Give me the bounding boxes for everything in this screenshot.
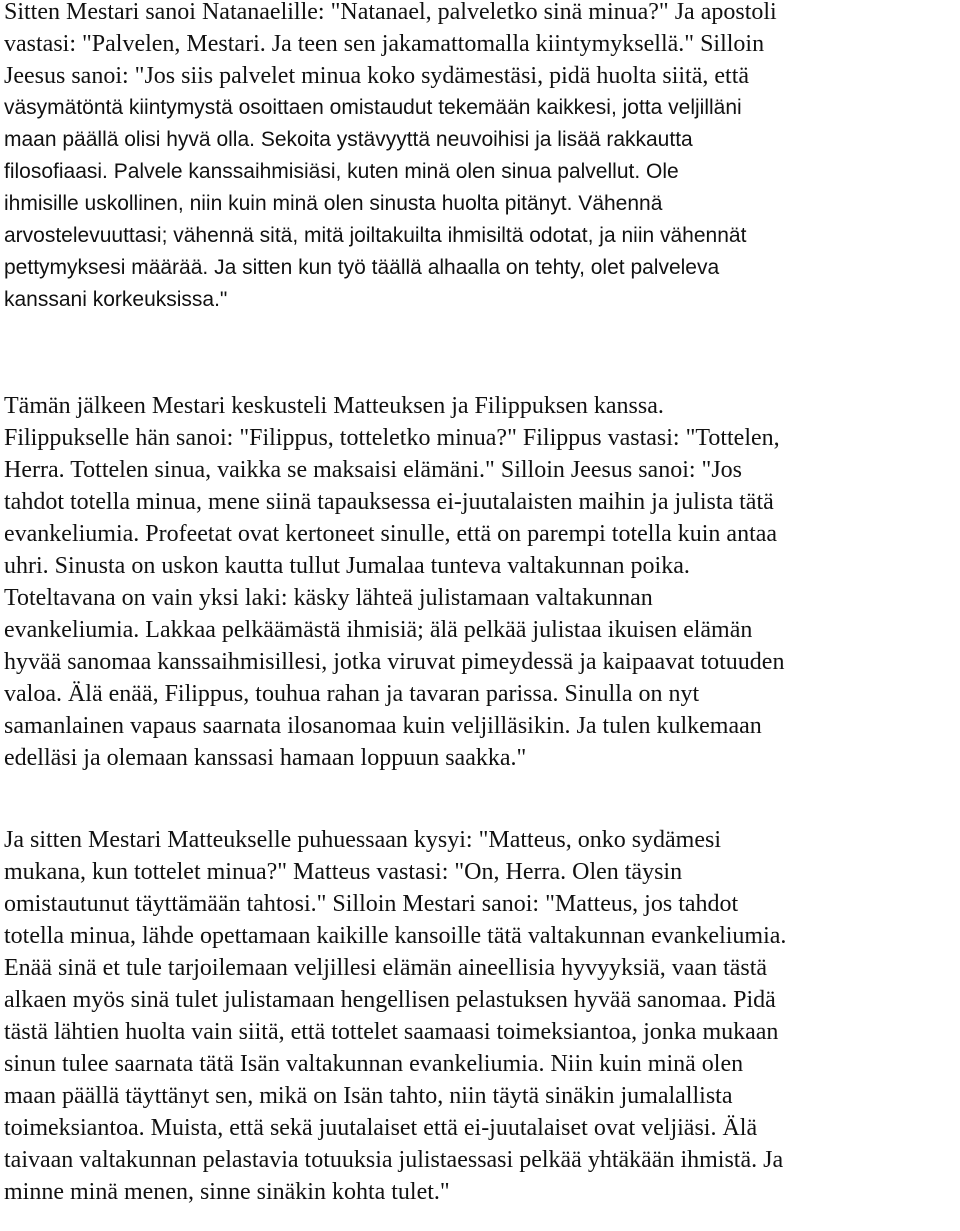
text-line: Tämän jälkeen Mestari keskusteli Matteuksen ja Filippuksen kanssa. xyxy=(4,393,664,419)
text-line: Herra. Tottelen sinua, vaikka se maksaisi elämäni." Silloin Jeesus sanoi: "Jos xyxy=(4,457,742,483)
paragraph-filippus xyxy=(4,390,960,774)
text-line: maan päällä täyttänyt sen, mikä on Isän tahto, niin täytä sinäkin jumalallista xyxy=(4,1083,733,1109)
text-line: totella minua, lähde opettamaan kaikille kansoille tätä valtakunnan evankeliumia. xyxy=(4,923,787,949)
text-line: kanssani korkeuksissa." xyxy=(4,288,228,311)
text-line: minne minä menen, sinne sinäkin kohta tulet." xyxy=(4,1179,450,1205)
text-line: pettymyksesi määrää. Ja sitten kun työ täällä alhaalla on tehty, olet palveleva xyxy=(4,256,720,279)
text-line: Sitten Mestari sanoi Natanaelille: "Natanael, palveletko sinä minua?" Ja apostoli xyxy=(4,0,777,25)
text-line: omistautunut täyttämään tahtosi." Silloin Mestari sanoi: "Matteus, jos tahdot xyxy=(4,891,739,917)
text-line: ihmisille uskollinen, niin kuin minä olen sinusta huolta pitänyt. Vähennä xyxy=(4,192,663,215)
text-line: Ja sitten Mestari Matteukselle puhuessaan kysyi: "Matteus, onko sydämesi xyxy=(4,827,722,853)
text-line: evankeliumia. Profeetat ovat kertoneet sinulle, että on parempi totella kuin antaa xyxy=(4,521,778,547)
text-line: evankeliumia. Lakkaa pelkäämästä ihmisiä; älä pelkää julistaa ikuisen elämän xyxy=(4,617,753,643)
paragraph-matteus xyxy=(4,824,960,1208)
text-line: mukana, kun tottelet minua?" Matteus vastasi: "On, Herra. Olen täysin xyxy=(4,859,683,885)
text-segment: maan päällä olisi hyvä olla. xyxy=(4,128,255,151)
text-line: tahdot totella minua, mene siinä tapauksessa ei-juutalaisten maihin ja julista tätä xyxy=(4,489,774,515)
text-line: sinun tulee saarnata tätä Isän valtakunnan evankeliumia. Niin kuin minä olen xyxy=(4,1051,744,1077)
text-line: samanlainen vapaus saarnata ilosanomaa kuin veljilläsikin. Ja tulen kulkemaan xyxy=(4,713,762,739)
text-line: vastasi: "Palvelen, Mestari. Ja teen sen jakamattomalla kiintymyksellä." Silloin xyxy=(4,31,765,57)
text-segment: Sekoita ystävyyttä neuvoihisi ja lisää rakkautta xyxy=(260,128,693,151)
text-line-mixed xyxy=(4,124,960,156)
text-line: hyvää sanomaa kanssaihmisillesi, jotka viruvat pimeydessä ja kaipaavat totuuden xyxy=(4,649,785,675)
text-line: uhri. Sinusta on uskon kautta tullut Jumalaa tunteva valtakunnan poika. xyxy=(4,553,690,579)
text-line: Toteltavana on vain yksi laki: käsky lähteä julistamaan valtakunnan xyxy=(4,585,653,611)
paragraph-natanael xyxy=(4,0,960,316)
text-line: toimeksiantoa. Muista, että sekä juutalaiset että ei-juutalaiset ovat veljiäsi. Älä xyxy=(4,1115,758,1141)
text-line: Filippukselle hän sanoi: "Filippus, totteletko minua?" Filippus vastasi: "Tottelen, xyxy=(4,425,780,451)
text-line: filosofiaasi. Palvele kanssaihmisiäsi, kuten minä olen sinua palvellut. Ole xyxy=(4,160,679,183)
text-line: valoa. Älä enää, Filippus, touhua rahan ja tavaran parissa. Sinulla on nyt xyxy=(4,681,700,707)
text-line: väsymätöntä kiintymystä osoittaen omistaudut tekemään kaikkesi, jotta veljilläni xyxy=(4,96,742,119)
text-line: Jeesus sanoi: "Jos siis palvelet minua koko sydämestäsi, pidä huolta siitä, että xyxy=(4,63,750,89)
text-line: alkaen myös sinä tulet julistamaan hengellisen pelastuksen hyvää sanomaa. Pidä xyxy=(4,987,776,1013)
text-line: arvostelevuuttasi; vähennä sitä, mitä joiltakuilta ihmisiltä odotat, ja niin vähennät xyxy=(4,224,747,247)
text-line: Enää sinä et tule tarjoilemaan veljillesi elämän aineellisia hyvyyksiä, vaan tästä xyxy=(4,955,768,981)
text-line: edelläsi ja olemaan kanssasi hamaan loppuun saakka." xyxy=(4,745,527,771)
text-line: taivaan valtakunnan pelastavia totuuksia julistaessasi pelkää yhtäkään ihmistä. Ja xyxy=(4,1147,784,1173)
text-line: tästä lähtien huolta vain siitä, että tottelet saamaasi toimeksiantoa, jonka mukaan xyxy=(4,1019,779,1045)
